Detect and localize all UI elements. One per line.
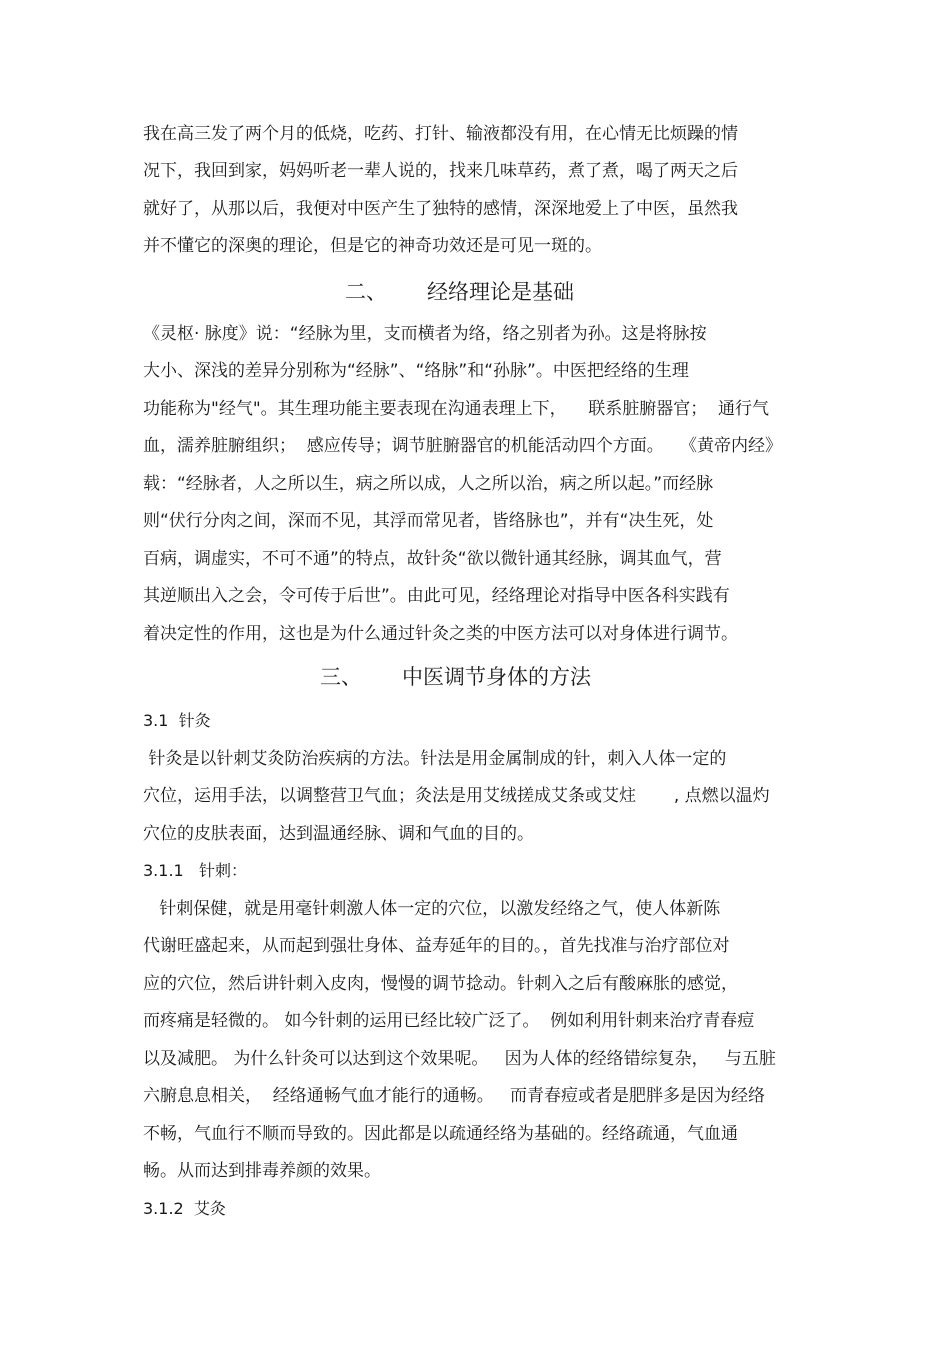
paragraph-2-line-7: 百病，调虚实，不可不通”的特点，故针灸“欲以微针通其经脉，调其血气，营 [143, 549, 722, 569]
section-heading-3: 三、 中医调节身体的方法 [320, 665, 592, 689]
paragraph-3-1-1-line-6: 六腑息息相关， 经络通畅气血才能行的通畅。 而青春痘或者是肥胖多是因为经络 [143, 1086, 766, 1106]
paragraph-3-1-1-line-1: 针刺保健，就是用毫针刺激人体一定的穴位，以激发经络之气，使人体新陈 [143, 899, 721, 919]
section-heading-2: 二、 经络理论是基础 [345, 280, 575, 304]
paragraph-3-1-line-3: 穴位的皮肤表面，达到温通经脉、调和气血的目的。 [143, 824, 534, 844]
paragraph-2-line-5: 载：“经脉者，人之所以生，病之所以成，人之所以治，病之所以起。”而经脉 [143, 474, 714, 494]
paragraph-3-1-1-line-3: 应的穴位，然后讲针刺入皮肉，慢慢的调节捻动。针刺入之后有酸麻胀的感觉， [143, 974, 738, 994]
paragraph-1-line-4: 并不懂它的深奥的理论，但是它的神奇功效还是可见一斑的。 [143, 236, 602, 256]
paragraph-3-1-1-line-8: 畅。从而达到排毒养颜的效果。 [143, 1161, 381, 1181]
paragraph-2-line-4: 血，濡养脏腑组织； 感应传导；调节脏腑器官的机能活动四个方面。 《黄帝内经》 [143, 436, 783, 456]
paragraph-1-line-2: 况下，我回到家，妈妈听老一辈人说的，找来几味草药，煮了煮，喝了两天之后 [143, 161, 738, 181]
paragraph-2-line-3: 功能称为"经气"。其生理功能主要表现在沟通表理上下， 联系脏腑器官； 通行气 [143, 399, 770, 419]
paragraph-2-line-1: 《灵枢· 脉度》说：“经脉为里，支而横者为络，络之别者为孙。这是将脉按 [143, 324, 707, 344]
paragraph-3-1-1-line-5: 以及减肥。 为什么针灸可以达到这个效果呢。 因为人体的经络错综复杂， 与五脏 [143, 1049, 776, 1069]
paragraph-3-1-line-1: 针灸是以针刺艾灸防治疾病的方法。针法是用金属制成的针，刺入人体一定的 [143, 749, 727, 769]
subsection-3-1-title: 3.1 针灸 [143, 711, 211, 730]
paragraph-3-1-1-line-4: 而疼痛是轻微的。 如今针刺的运用已经比较广泛了。 例如利用针刺来治疗青春痘 [143, 1011, 755, 1031]
paragraph-2-line-9: 着决定性的作用，这也是为什么通过针灸之类的中医方法可以对身体进行调节。 [143, 624, 738, 644]
paragraph-2-line-6: 则“伏行分肉之间，深而不见，其浮而常见者，皆络脉也”，并有“决生死，处 [143, 511, 714, 531]
paragraph-1-line-3: 就好了，从那以后，我便对中医产生了独特的感情，深深地爱上了中医，虽然我 [143, 199, 738, 219]
subsection-3-1-2-title: 3.1.2 艾灸 [143, 1199, 226, 1218]
paragraph-2-line-8: 其逆顺出入之会，令可传于后世”。由此可见，经络理论对指导中医各科实践有 [143, 586, 730, 606]
subsection-3-1-1-title: 3.1.1 针刺： [143, 861, 247, 880]
paragraph-3-1-1-line-2: 代谢旺盛起来，从而起到强壮身体、益寿延年的目的。，首先找准与治疗部位对 [143, 936, 730, 956]
paragraph-2-line-2: 大小、深浅的差异分别称为“经脉”、“络脉”和“孙脉”。中医把经络的生理 [143, 361, 689, 381]
paragraph-3-1-line-2: 穴位，运用手法，以调整营卫气血；灸法是用艾绒搓成艾条或艾炷 , 点燃以温灼 [143, 786, 770, 806]
paragraph-1-line-1: 我在高三发了两个月的低烧，吃药、打针、输液都没有用，在心情无比烦躁的情 [143, 124, 738, 144]
paragraph-3-1-1-line-7: 不畅，气血行不顺而导致的。因此都是以疏通经络为基础的。经络疏通，气血通 [143, 1124, 738, 1144]
